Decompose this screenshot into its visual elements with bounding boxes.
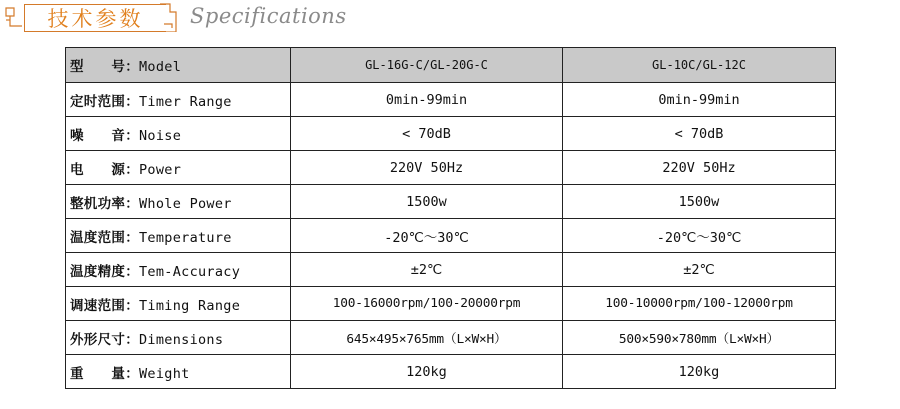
section-subtitle: Specifications [190, 4, 347, 28]
table-row [66, 287, 836, 321]
row-label-en: Whole Power [139, 195, 232, 212]
row-label-en: Temperature [139, 229, 232, 246]
row-label-en: Weight [139, 365, 190, 382]
row-value-col2: 100-10000rpm/100-12000rpm [563, 287, 836, 321]
row-value-col2: 1500w [563, 185, 836, 219]
row-label-cn: 调速范围： [70, 297, 139, 314]
row-value-col1: 220V 50Hz [291, 151, 563, 185]
row-label [66, 83, 291, 117]
model-label-cn: 型 号： [70, 59, 139, 75]
row-label [66, 219, 291, 253]
row-value-col1: ±2℃ [291, 253, 563, 287]
row-value-col1: 0min-99min [291, 83, 563, 117]
row-label-cn: 整机功率： [70, 195, 139, 212]
row-value-col1: 100-16000rpm/100-20000rpm [291, 287, 563, 321]
row-label [66, 151, 291, 185]
row-label-cn: 温度精度： [70, 263, 139, 280]
row-label-cn: 重 量： [70, 365, 139, 382]
row-label [66, 117, 291, 151]
row-value-col1: 645×495×765mm（L×W×H） [291, 321, 563, 355]
model-col2: GL-10C/GL-12C [563, 48, 836, 83]
table-row [66, 117, 836, 151]
row-label-en: Timing Range [139, 297, 241, 314]
model-label-en: Model [139, 59, 182, 75]
row-label [66, 253, 291, 287]
section-header [0, 0, 900, 40]
row-label-en: Timer Range [139, 93, 232, 110]
row-label [66, 185, 291, 219]
row-label [66, 287, 291, 321]
row-value-col1: -20℃～30℃ [291, 219, 563, 253]
title-corner-ornament-icon [160, 0, 180, 32]
row-value-col1: < 70dB [291, 117, 563, 151]
model-col1: GL-16G-C/GL-20G-C [291, 48, 563, 83]
table-row [66, 219, 836, 253]
specifications-table [65, 47, 836, 389]
ornament-icon [4, 6, 24, 30]
row-label-cn: 温度范围： [70, 229, 139, 246]
row-value-col1: 1500w [291, 185, 563, 219]
table-header-row [66, 48, 836, 83]
table-row [66, 151, 836, 185]
model-label [66, 48, 291, 83]
table-row [66, 253, 836, 287]
row-value-col2: ±2℃ [563, 253, 836, 287]
row-value-col2: 500×590×780mm（L×W×H） [563, 321, 836, 355]
row-label-en: Tem-Accuracy [139, 263, 241, 280]
row-value-col2: 0min-99min [563, 83, 836, 117]
row-label-cn: 定时范围： [70, 93, 139, 110]
row-label-en: Power [139, 161, 182, 178]
row-label-cn: 噪 音： [70, 127, 139, 144]
row-label-en: Noise [139, 127, 182, 144]
row-value-col2: 220V 50Hz [563, 151, 836, 185]
section-title: 技术参数 [24, 4, 166, 32]
row-label-cn: 外形尺寸： [70, 331, 139, 348]
row-value-col2: 120kg [563, 355, 836, 389]
row-value-col2: < 70dB [563, 117, 836, 151]
table-row [66, 321, 836, 355]
table-row [66, 355, 836, 389]
row-value-col2: -20℃～30℃ [563, 219, 836, 253]
row-label [66, 355, 291, 389]
row-label-cn: 电 源： [70, 161, 139, 178]
row-label [66, 321, 291, 355]
row-value-col1: 120kg [291, 355, 563, 389]
table-row [66, 83, 836, 117]
row-label-en: Dimensions [139, 331, 224, 348]
table-row [66, 185, 836, 219]
